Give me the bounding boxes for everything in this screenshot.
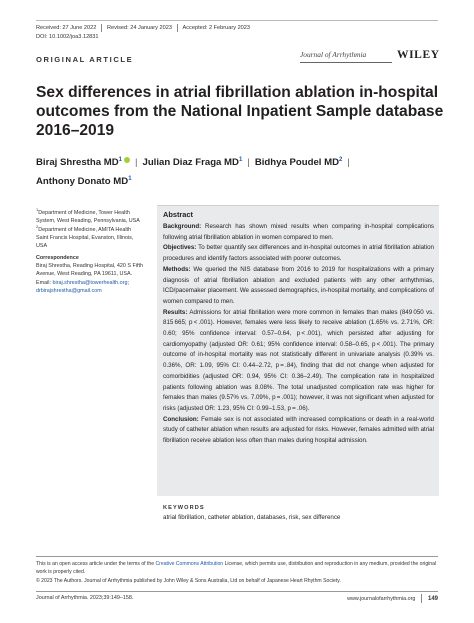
author-name[interactable]: Biraj Shrestha MD [36, 157, 119, 168]
journal-url[interactable]: www.journalofarrhythmia.org [347, 595, 416, 602]
doi[interactable]: DOI: 10.1002/joa3.12831 [36, 34, 99, 40]
abstract-text: Research has shown mixed results when comparing in-hospital complications following atrial fibrillation ablation in women compared to men. [163, 223, 434, 241]
copyright-notice: © 2023 The Authors. Journal of Arrhythmia published by John Wiley & Sons Australia, Ltd on behalf of Japanese Heart Rhythm Society. [36, 578, 341, 584]
accepted-date: Accepted: 2 February 2023 [182, 24, 251, 31]
email-link[interactable]: drbirajshrestha@gmail.com [36, 287, 102, 294]
license-text: This is an open access article under the terms of the [36, 561, 156, 567]
received-date: Received: 27 June 2022 [36, 24, 97, 31]
journal-logo: Journal of Arrhythmia [300, 50, 367, 59]
abstract-label: Background: [163, 223, 202, 230]
author-name[interactable]: Julian Diaz Fraga MD [142, 157, 239, 168]
orcid-icon[interactable] [124, 157, 130, 163]
correspondence-email [36, 279, 144, 295]
author-affiliation-ref[interactable]: 1 [128, 176, 132, 182]
abstract-background [163, 222, 434, 243]
abstract-text: We queried the NIS database from 2016 to 2019 for hospitalizations with a primary diagnosis of atrial fibrillation ablation and excluded patients with any other arrhythmias, ICD/pacemaker placement. We assessed demographics, in-hospital mortality, and complications of women compared to men. [163, 265, 434, 305]
footer-right [347, 594, 438, 603]
divider [177, 24, 178, 32]
semicolon: ; [127, 279, 129, 286]
abstract-text: Female sex is not associated with increased complications or death in a real-world study of catheter ablation when results are adjusted for risks. However, females admitted with atrial fibrillation receive ablation less often than males during hospital admission. [163, 415, 434, 445]
author-list [36, 152, 446, 190]
divider [101, 24, 102, 32]
revised-date: Revised: 24 January 2023 [106, 24, 172, 31]
affiliation-text: Department of Medicine, AMITA Health Saint Francis Hospital, Evanston, Illinois, USA [36, 226, 134, 250]
abstract-objectives [163, 243, 434, 264]
abstract-label: Objectives: [163, 244, 197, 252]
abstract-label: Results: [163, 308, 188, 316]
affiliation-text: Department of Medicine, Tower Health System, West Reading, Pennsylvania, USA [36, 209, 140, 224]
abstract-text: To better quantify sex differences and in-hospital outcomes in atrial fibrillation ablation procedures and identify factors associated with poorer outcomes. [163, 244, 434, 263]
correspondence-heading: Correspondence [36, 255, 79, 261]
header-rule [36, 20, 438, 21]
author-separator: | [347, 157, 350, 168]
keywords-heading: KEYWORDS [163, 505, 205, 511]
author-affiliation-ref[interactable]: 1 [238, 157, 243, 163]
affiliation-number: 2 [36, 224, 39, 229]
author-name[interactable]: Anthony Donato MD [36, 176, 129, 187]
journal-logo-rule [300, 62, 392, 63]
article-title: Sex differences in atrial fibrillation ablation in-hospital outcomes from the National Inpatient Sample database 2016–2019 [36, 84, 444, 139]
license-notice [36, 561, 438, 576]
footnote-rule [36, 556, 438, 557]
correspondence [36, 254, 144, 295]
author-affiliation-ref[interactable]: 1 [118, 157, 122, 163]
license-link[interactable]: Creative Commons Attribution [155, 561, 224, 567]
abstract-label: Methods: [163, 265, 191, 273]
keywords-list: atrial fibrillation, catheter ablation, databases, risk, sex difference [163, 514, 341, 521]
page-number: 149 [427, 595, 438, 602]
article-type: ORIGINAL ARTICLE [36, 55, 134, 64]
abstract-heading: Abstract [163, 210, 193, 219]
divider [421, 594, 422, 603]
author-separator: | [247, 157, 250, 168]
abstract-body [163, 222, 434, 447]
license-text: License, which permits use, distribution and reproduction in any medium, provided the original work is properly cited. [36, 561, 437, 575]
abstract-conclusion [163, 415, 434, 447]
abstract-results [163, 308, 434, 415]
abstract-text: Admissions for atrial fibrillation were more common in females than males (849 050 vs. 815 665; p < .001). However, females were less likely to receive ablation (1.65% vs. 2.71%, OR: 0.60; 95% confidence interval: 0.57–0.64, p < .001), which persisted after adjusting for cardiomyopathy (adjusted OR: 0.61; 95% confidence interval: 0.58–0.65, p < .001). The primary outcome of in-hospital mortality was not statistically different in univariate analysis (0.39% vs. 0.36%, OR: 1.09, 95% CI: 0.44–2.72, p = .84), finding that did not change when adjusted for comorbidities (adjusted OR: 0.94, 95% CI: 0.36–2.49). The complication rate in hospitalized patients following ablation was 8.08%. The total unadjusted complication rate was higher for females than males (9.57% vs. 7.09%, p = .001); however, it was not significant when adjusted for risks (adjusted OR: 1.23, 95% CI: 0.99–1.53, p = .06). [163, 308, 434, 412]
author-name[interactable]: Bidhya Poudel MD [254, 157, 340, 168]
publisher-logo: WILEY [397, 49, 440, 61]
correspondence-address: Biraj Shrestha, Reading Hospital, 420 S Fifth Avenue, West Reading, PA 19611, USA. [36, 263, 143, 278]
author-affiliation-ref[interactable]: 2 [339, 157, 343, 163]
email-label: Email: [36, 279, 51, 286]
abstract-methods [163, 265, 434, 308]
citation: Journal of Arrhythmia. 2023;39:149–158. [36, 595, 134, 601]
footer-rule [36, 591, 438, 592]
abstract-label: Conclusion: [163, 415, 199, 423]
author-separator: | [134, 157, 138, 168]
history-dates [36, 22, 250, 33]
affiliation-number: 1 [36, 207, 39, 212]
email-link[interactable]: biraj.shrestha@towerhealth.org [52, 279, 128, 286]
affiliation [36, 223, 144, 250]
